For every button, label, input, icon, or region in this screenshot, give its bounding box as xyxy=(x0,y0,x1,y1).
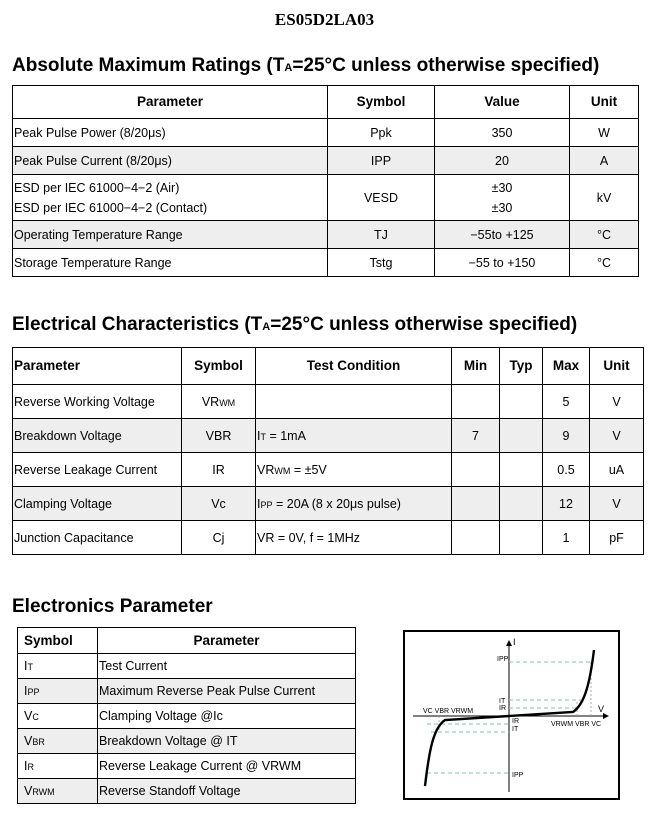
table-row xyxy=(13,521,644,555)
table-row xyxy=(18,779,356,804)
unit-cell: °C xyxy=(570,221,639,249)
unit-cell: °C xyxy=(570,249,639,277)
table-row xyxy=(13,119,639,147)
symbol-cell: Ppk xyxy=(328,119,435,147)
param-cell: Junction Capacitance xyxy=(13,521,182,555)
test-condition-cell: IPP = 20A (8 x 20μs pulse) xyxy=(256,487,452,521)
symbol-cell: Cj xyxy=(182,521,256,555)
value-cell: −55to +125 xyxy=(435,221,570,249)
param-cell: Clamping Voltage @Ic xyxy=(98,704,356,729)
symbol-cell: VRWM xyxy=(182,385,256,419)
col-header-symbol: Symbol xyxy=(182,348,256,385)
typ-cell xyxy=(500,385,543,419)
symbol-cell: IPP xyxy=(328,147,435,175)
max-cell: 1 xyxy=(543,521,590,555)
table-row xyxy=(18,679,356,704)
table-row xyxy=(13,249,639,277)
iv-characteristic-figure xyxy=(403,630,620,800)
symbol-cell: VRWM xyxy=(18,779,98,804)
symbol-cell: Vc xyxy=(182,487,256,521)
typ-cell xyxy=(500,453,543,487)
test-condition-cell xyxy=(256,385,452,419)
param-cell: Test Current xyxy=(98,654,356,679)
label-it-neg: IT xyxy=(512,726,519,733)
param-cell: Reverse Leakage Current xyxy=(13,453,182,487)
min-cell xyxy=(452,487,500,521)
max-cell: 12 xyxy=(543,487,590,521)
typ-cell xyxy=(500,487,543,521)
electronics-parameter-title: Electronics Parameter xyxy=(12,596,213,617)
table-row xyxy=(13,487,644,521)
param-cell: Peak Pulse Power (8/20μs) xyxy=(13,119,328,147)
max-cell: 9 xyxy=(543,419,590,453)
col-header-value: Value xyxy=(435,86,570,119)
typ-cell xyxy=(500,521,543,555)
unit-cell: A xyxy=(570,147,639,175)
col-header-unit: Unit xyxy=(570,86,639,119)
col-header-typ: Typ xyxy=(500,348,543,385)
col-header-max: Max xyxy=(543,348,590,385)
param-cell: Maximum Reverse Peak Pulse Current xyxy=(98,679,356,704)
test-condition-cell: VRWM = ±5V xyxy=(256,453,452,487)
label-ir: IR xyxy=(499,705,506,712)
param-cell: Reverse Working Voltage xyxy=(13,385,182,419)
param-cell: Clamping Voltage xyxy=(13,487,182,521)
table-row xyxy=(13,385,644,419)
abs-max-ratings-table xyxy=(12,85,639,277)
min-cell: 7 xyxy=(452,419,500,453)
test-condition-cell: IT = 1mA xyxy=(256,419,452,453)
symbol-cell: IT xyxy=(18,654,98,679)
label-ipp-bottom: IPP xyxy=(512,772,524,779)
value-cell: −55 to +150 xyxy=(435,249,570,277)
test-condition-cell: VR = 0V, f = 1MHz xyxy=(256,521,452,555)
label-ipp-top: IPP xyxy=(497,656,509,663)
param-cell: Reverse Standoff Voltage xyxy=(98,779,356,804)
col-header-unit: Unit xyxy=(590,348,644,385)
col-header-test-condition: Test Condition xyxy=(256,348,452,385)
value-cell: 350 xyxy=(435,119,570,147)
col-header-parameter: Parameter xyxy=(98,628,356,654)
electrical-characteristics-table xyxy=(12,347,644,555)
label-axis-v: V xyxy=(598,704,605,714)
symbol-cell: VC xyxy=(18,704,98,729)
unit-cell: W xyxy=(570,119,639,147)
param-cell: Peak Pulse Current (8/20μs) xyxy=(13,147,328,175)
param-cell: Reverse Leakage Current @ VRWM xyxy=(98,754,356,779)
table-row xyxy=(13,453,644,487)
value-cell: 20 xyxy=(435,147,570,175)
param-cell: Storage Temperature Range xyxy=(13,249,328,277)
param-cell xyxy=(13,175,328,221)
label-left-voltages: VC VBR VRWM xyxy=(423,708,474,715)
value-line: ±30 xyxy=(491,200,513,215)
table-row xyxy=(13,221,639,249)
param-cell: Operating Temperature Range xyxy=(13,221,328,249)
table-row xyxy=(18,754,356,779)
min-cell xyxy=(452,521,500,555)
col-header-parameter: Parameter xyxy=(13,348,182,385)
table-row xyxy=(13,175,639,221)
col-header-parameter: Parameter xyxy=(13,86,328,119)
symbol-cell: TJ xyxy=(328,221,435,249)
param-cell: Breakdown Voltage xyxy=(13,419,182,453)
document-title: ES05D2LA03 xyxy=(274,10,375,29)
unit-cell: V xyxy=(590,419,644,453)
symbol-cell: VBR xyxy=(18,729,98,754)
min-cell xyxy=(452,453,500,487)
symbol-cell: IPP xyxy=(18,679,98,704)
abs-max-ratings-title: Absolute Maximum Ratings (TA=25°C unless otherwise specified) xyxy=(12,55,600,76)
symbol-cell: VESD xyxy=(328,175,435,221)
col-header-symbol: Symbol xyxy=(18,628,98,654)
typ-cell xyxy=(500,419,543,453)
label-right-voltages: VRWM VBR VC xyxy=(551,721,602,728)
label-axis-i: I xyxy=(513,637,516,647)
table-row xyxy=(18,654,356,679)
unit-cell: uA xyxy=(590,453,644,487)
value-cell xyxy=(435,175,570,221)
label-it: IT xyxy=(499,698,506,705)
i-axis-arrow xyxy=(506,640,512,646)
symbol-cell: VBR xyxy=(182,419,256,453)
param-cell: Breakdown Voltage @ IT xyxy=(98,729,356,754)
col-header-symbol: Symbol xyxy=(328,86,435,119)
table-row xyxy=(13,419,644,453)
value-line: ±30 xyxy=(491,180,513,195)
unit-cell: V xyxy=(590,385,644,419)
symbol-cell: IR xyxy=(18,754,98,779)
unit-cell: kV xyxy=(570,175,639,221)
symbol-cell: IR xyxy=(182,453,256,487)
max-cell: 0.5 xyxy=(543,453,590,487)
label-ir-neg: IR xyxy=(512,718,519,725)
max-cell: 5 xyxy=(543,385,590,419)
param-line: ESD per IEC 61000−4−2 (Contact) xyxy=(14,200,208,215)
table-row xyxy=(13,147,639,175)
param-line: ESD per IEC 61000−4−2 (Air) xyxy=(14,180,180,195)
table-row xyxy=(18,704,356,729)
unit-cell: pF xyxy=(590,521,644,555)
table-row xyxy=(18,729,356,754)
min-cell xyxy=(452,385,500,419)
unit-cell: V xyxy=(590,487,644,521)
electrical-characteristics-title: Electrical Characteristics (TA=25°C unless otherwise specified) xyxy=(12,314,578,335)
symbol-cell: Tstg xyxy=(328,249,435,277)
col-header-min: Min xyxy=(452,348,500,385)
electronics-parameter-table xyxy=(17,627,356,804)
